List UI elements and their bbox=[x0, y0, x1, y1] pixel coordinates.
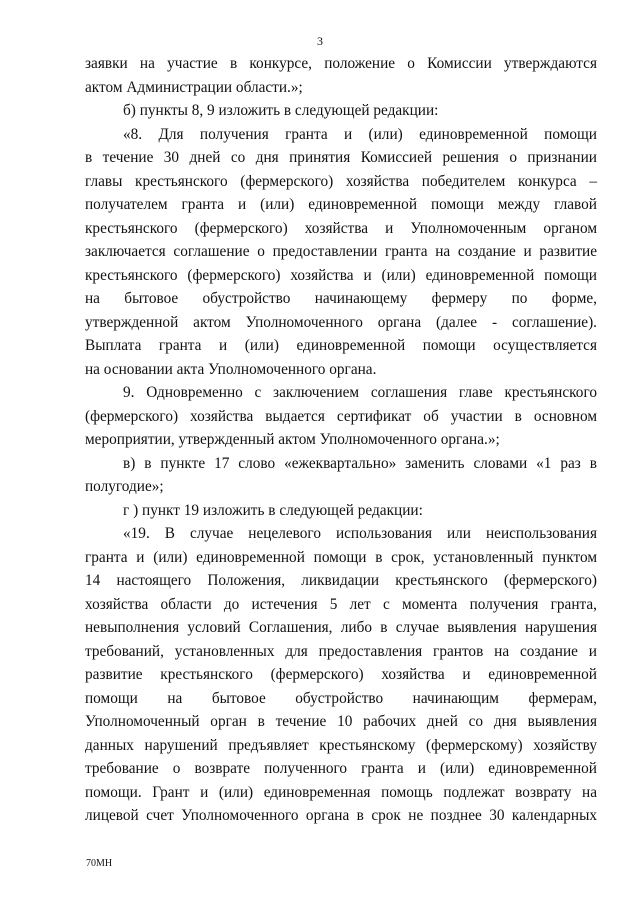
text-line: Уполномоченный орган в течение 10 рабочих дней со дня выявления bbox=[85, 713, 597, 730]
text-line: хозяйства области до истечения 5 лет с момента получения гранта, bbox=[85, 595, 597, 613]
text-line: крестьянского (фермерского) хозяйства и Уполномоченным органом bbox=[85, 219, 597, 237]
text-line: «19. В случае нецелевого использования или неиспользования bbox=[123, 525, 597, 542]
text-line: развитие крестьянского (фермерского) хозяйства и единовременной bbox=[85, 666, 597, 683]
text-line: утвержденной актом Уполномоченного органа (далее - соглашение). bbox=[85, 313, 597, 331]
text-line: в течение 30 дней со дня принятия Комиссией решения о признании bbox=[85, 149, 597, 166]
text-line: данных нарушений предъявляет крестьянскому (фермерскому) хозяйству bbox=[85, 736, 597, 754]
text-line: лицевой счет Уполномоченного органа в срок не позднее 30 календарных bbox=[85, 807, 597, 824]
text-line: Выплата гранта и (или) единовременной помощи осуществляется bbox=[85, 337, 597, 354]
text-line: на бытовое обустройство начинающему фермеру по форме, bbox=[85, 290, 597, 307]
text-line: невыполнения условий Соглашения, либо в случае выявления нарушения bbox=[85, 619, 597, 636]
text-line: заявки на участие в конкурсе, положение о Комиссии утверждаются bbox=[85, 55, 597, 72]
text-line: 14 настоящего Положения, ликвидации крестьянского (фермерского) bbox=[85, 572, 597, 589]
text-line: «8. Для получения гранта и (или) единовременной помощи bbox=[123, 125, 597, 143]
text-line: полугодие»; bbox=[85, 478, 164, 495]
text-line: помощи. Грант и (или) единовременная помощь подлежат возврату на bbox=[85, 783, 597, 801]
text-line: в) в пункте 17 слово «ежеквартально» заменить словами «1 раз в bbox=[123, 454, 597, 472]
footer-document-code: 70МН bbox=[86, 858, 113, 869]
document-body-text bbox=[85, 52, 597, 828]
text-line: главы крестьянского (фермерского) хозяйства победителем конкурса – bbox=[85, 172, 597, 190]
text-line: требование о возврате полученного гранта и (или) единовременной bbox=[85, 760, 597, 777]
text-line: г ) пункт 19 изложить в следующей редакции: bbox=[123, 501, 423, 519]
text-line: 9. Одновременно с заключением соглашения главе крестьянского bbox=[123, 384, 597, 401]
text-line: б) пункты 8, 9 изложить в следующей редакции: bbox=[123, 102, 439, 119]
text-line: мероприятии, утвержденный актом Уполномоченного органа.»; bbox=[85, 431, 500, 448]
page-number: 3 bbox=[317, 34, 323, 48]
text-line: крестьянского (фермерского) хозяйства и (или) единовременной помощи bbox=[85, 266, 597, 284]
text-line: (фермерского) хозяйства выдается сертификат об участии в основном bbox=[85, 407, 597, 425]
text-line: требований, установленных для предоставления грантов на создание и bbox=[85, 642, 597, 660]
text-line: получателем гранта и (или) единовременной помощи между главой bbox=[85, 196, 597, 213]
text-line: актом Администрации области.»; bbox=[85, 78, 303, 96]
text-line: гранта и (или) единовременной помощи в срок, установленный пунктом bbox=[85, 548, 597, 566]
text-line: заключается соглашение о предоставлении гранта на создание и развитие bbox=[85, 243, 597, 260]
text-line: помощи на бытовое обустройство начинающим фермерам, bbox=[85, 689, 597, 707]
text-line: на основании акта Уполномоченного органа. bbox=[85, 360, 377, 378]
